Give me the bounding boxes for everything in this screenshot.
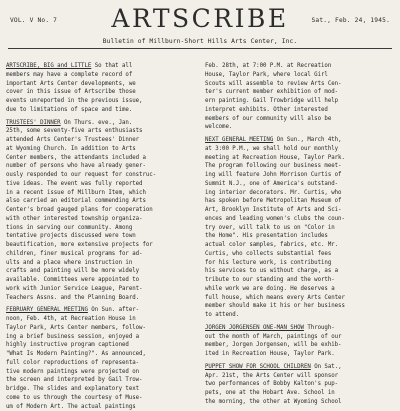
line-text: bridge. The slides and explanatory text — [6, 386, 139, 392]
line-text: important Arts Center developments, we — [6, 81, 136, 87]
text-line — [6, 71, 192, 80]
text-line — [6, 97, 192, 106]
text-line — [205, 206, 391, 215]
line-text: Feb. 28th, at 7:00 P.M. at Recreation — [205, 63, 331, 69]
line-text: Summit N.J., one of America's outstand- — [205, 181, 338, 187]
text-line — [6, 206, 192, 215]
line-text: ults and a place where instruction in — [6, 260, 132, 266]
line-text: full house, which means every Arts Center — [205, 295, 345, 301]
line-text: ing a brief business session, enjoyed a — [6, 334, 139, 340]
line-text: crafts and painting will be more widely — [6, 268, 139, 274]
text-line — [205, 398, 391, 407]
line-text: Center's broad gauged plans for cooperation — [6, 207, 153, 213]
line-text: House, Taylor Park, where local Girl — [205, 72, 328, 78]
line-text: interpret exhibits. Other interested — [205, 107, 328, 113]
text-line — [205, 123, 391, 132]
line-text: Center members, the attendants included a — [6, 155, 146, 161]
text-line — [6, 385, 192, 394]
text-line — [205, 302, 391, 311]
text-line — [6, 106, 192, 115]
line-text: two performances of Bobby Kalton's pup- — [205, 381, 338, 387]
text-line — [205, 224, 391, 233]
text-line — [6, 359, 192, 368]
header — [10, 4, 390, 38]
line-text: for his lecture work, is contributing — [205, 260, 331, 266]
line-text: the screen and interpreted by Gail Trow- — [6, 377, 142, 383]
line-text: due to limitations of space and time. — [6, 107, 132, 113]
text-line — [205, 171, 391, 180]
issue-date: Sat., Feb. 24, 1945. — [311, 17, 390, 24]
line-text: On Sun. after- — [88, 307, 139, 313]
line-text: Taylor Park, Arts Center members, follow- — [6, 325, 146, 331]
text-line — [205, 294, 391, 303]
text-line — [205, 106, 391, 115]
text-line — [205, 363, 391, 372]
text-line — [205, 380, 391, 389]
text-line — [205, 259, 391, 268]
text-line — [205, 88, 391, 97]
section-heading: JORGEN JORGENSEN ONE-MAN SHOW — [205, 325, 304, 331]
line-text: Through- — [304, 325, 335, 331]
volume-number: VOL. V No. 7 — [10, 17, 57, 24]
line-text: also carried an editorial commending Arts — [6, 198, 146, 204]
line-text: try over, will talk to us on "Color in — [205, 225, 335, 231]
text-line — [205, 62, 391, 71]
text-line — [205, 115, 391, 124]
text-line — [205, 80, 391, 89]
line-text: in a recent issue of Millburn Item, which — [6, 190, 146, 196]
line-text: member should make it his or her business — [205, 303, 345, 309]
line-text: "What Is Modern Painting?". As announced, — [6, 351, 146, 357]
line-text: ited in Recreation House, Taylor Park. — [205, 351, 335, 357]
text-line — [6, 215, 192, 224]
line-text: available. Committees were appointed to — [6, 277, 139, 283]
text-line — [6, 350, 192, 359]
section-heading: FEBRUARY GENERAL MEETING — [6, 307, 88, 313]
line-text: The program following our business meet- — [205, 163, 341, 169]
line-text: members of our community will also be — [205, 116, 331, 122]
line-text: um of Modern Art. The actual paintings — [6, 404, 136, 410]
section-heading: PUPPET SHOW FOR SCHOOL CHILDREN — [205, 364, 311, 370]
line-text: pets, one at the Hobart Ave. School in — [205, 390, 335, 396]
text-line — [205, 145, 391, 154]
line-text: highly instructive program captioned — [6, 342, 129, 348]
line-text: Apr. 21st, the Arts Center will sponsor — [205, 373, 338, 379]
text-line — [6, 294, 192, 303]
text-line — [6, 306, 192, 315]
line-text: tentative projects discussed were town — [6, 233, 136, 239]
text-line — [205, 267, 391, 276]
line-text: noon, Feb. 4th, at Recreation House in — [6, 316, 136, 322]
line-text: full color reproductions of representa- — [6, 360, 139, 366]
line-text: On Sat., — [311, 364, 342, 370]
text-line — [6, 368, 192, 377]
line-text: to attend. — [205, 312, 239, 318]
line-text: tive ideas. The event was fully reported — [6, 181, 142, 187]
line-text: welcome. — [205, 124, 232, 130]
text-line — [6, 180, 192, 189]
line-text: Scouts will assemble to review Arts Cen- — [205, 81, 341, 87]
line-text: the Home". His presentation includes — [205, 233, 328, 239]
line-text: members may have a complete record of — [6, 72, 132, 78]
text-line — [6, 259, 192, 268]
section-heading: NEXT GENERAL MEETING — [205, 137, 273, 143]
right-column — [205, 62, 391, 400]
text-line — [205, 350, 391, 359]
line-text: member, Jorgen Jorgensen, will be exhib- — [205, 342, 341, 348]
line-text: ing interior decorators. Mr. Curtis, who — [205, 190, 341, 196]
text-line — [205, 162, 391, 171]
text-line — [6, 197, 192, 206]
line-text: Curtis, who collects substantial fees — [205, 251, 331, 257]
line-text: ences and leading women's clubs the coun- — [205, 216, 345, 222]
text-line — [6, 127, 192, 136]
line-text: tions in serving our community. Among — [6, 225, 132, 231]
text-line — [205, 197, 391, 206]
line-text: children, finer musical programs for ad- — [6, 251, 142, 257]
line-text: events unreported in the previous issue, — [6, 98, 142, 104]
text-line — [6, 136, 192, 145]
text-line — [6, 80, 192, 89]
text-line — [6, 341, 192, 350]
line-text: work with Junior Service League, Parent- — [6, 286, 142, 292]
text-line — [205, 71, 391, 80]
text-line — [6, 154, 192, 163]
line-text: actual color samples, fabrics, etc. Mr. — [205, 242, 338, 248]
line-text: On Thurs. eve., Jan. — [61, 120, 133, 126]
text-line — [205, 232, 391, 241]
line-text: So that all — [91, 63, 132, 69]
section-heading: ARTSCRIBE, BIG and LITTLE — [6, 63, 91, 69]
line-text: come to us through the courtesy of Muse- — [6, 395, 142, 401]
line-text: with other interested township organiza- — [6, 216, 142, 222]
line-text: attended Arts Center's Trustees' Dinner — [6, 137, 139, 143]
line-text: the morning, the other at Wyoming School — [205, 399, 341, 405]
text-line — [6, 62, 192, 71]
text-line — [205, 97, 391, 106]
text-line — [6, 403, 192, 411]
text-line — [6, 276, 192, 285]
line-text: 25th, some seventy-five arts enthusiasts — [6, 128, 142, 134]
line-text: has spoken before Metropolitan Museum of — [205, 198, 341, 204]
text-line — [205, 241, 391, 250]
line-text: at 3:00 P.M., we shall hold our monthly — [205, 146, 338, 152]
line-text: ter's current member exhibition of mod- — [205, 89, 338, 95]
text-line — [205, 333, 391, 342]
line-text: On Sun., March 4th, — [273, 137, 341, 143]
line-text: while work we are doing. He deserves a — [205, 286, 335, 292]
text-line — [6, 145, 192, 154]
text-line — [205, 285, 391, 294]
text-line — [205, 180, 391, 189]
text-line — [6, 171, 192, 180]
text-line — [6, 119, 192, 128]
text-line — [6, 324, 192, 333]
line-text: ern painting. Gail Trowbridge will help — [205, 98, 338, 104]
line-text: beautification, more extensive projects for — [6, 242, 153, 248]
text-line — [205, 154, 391, 163]
line-text: his services to us without charge, as a — [205, 268, 338, 274]
section-heading: TRUSTEES' DINNER — [6, 120, 61, 126]
text-line — [6, 285, 192, 294]
text-line — [6, 189, 192, 198]
text-line — [205, 215, 391, 224]
masthead-title: ARTSCRIBE — [10, 4, 390, 33]
text-line — [6, 224, 192, 233]
header-rule — [8, 48, 392, 49]
line-text: out the month of March, paintings of our — [205, 334, 341, 340]
text-line — [6, 232, 192, 241]
text-line — [6, 162, 192, 171]
text-line — [205, 389, 391, 398]
subtitle: Bulletin of Millburn-Short Hills Arts Center, Inc. — [0, 38, 400, 45]
text-line — [205, 189, 391, 198]
line-text: ously responded to our request for construc- — [6, 172, 156, 178]
line-text: meeting at Recreation House, Taylor Park. — [205, 155, 345, 161]
line-text: tribute to our standing and the worth- — [205, 277, 335, 283]
text-line — [6, 88, 192, 97]
line-text: cover in this issue of Artscribe those — [6, 89, 136, 95]
text-line — [205, 136, 391, 145]
text-line — [205, 311, 391, 320]
text-line — [6, 315, 192, 324]
text-line — [205, 341, 391, 350]
line-text: tive modern paintings were projected on — [6, 369, 139, 375]
line-text: number of persons who have already gener- — [6, 163, 146, 169]
text-line — [6, 241, 192, 250]
line-text: ing will feature John Morrison Curtis of — [205, 172, 341, 178]
text-line — [6, 394, 192, 403]
text-line — [6, 267, 192, 276]
text-line — [6, 250, 192, 259]
text-line — [205, 250, 391, 259]
line-text: Art, Brooklyn Institute of Arts and Sci- — [205, 207, 341, 213]
line-text: at Wyoming Church. In addition to Arts — [6, 146, 136, 152]
text-line — [6, 333, 192, 342]
left-column — [6, 62, 192, 400]
text-line — [6, 376, 192, 385]
text-line — [205, 324, 391, 333]
text-line — [205, 276, 391, 285]
text-line — [205, 372, 391, 381]
line-text: Teachers Assns. and the Planning Board. — [6, 295, 139, 301]
